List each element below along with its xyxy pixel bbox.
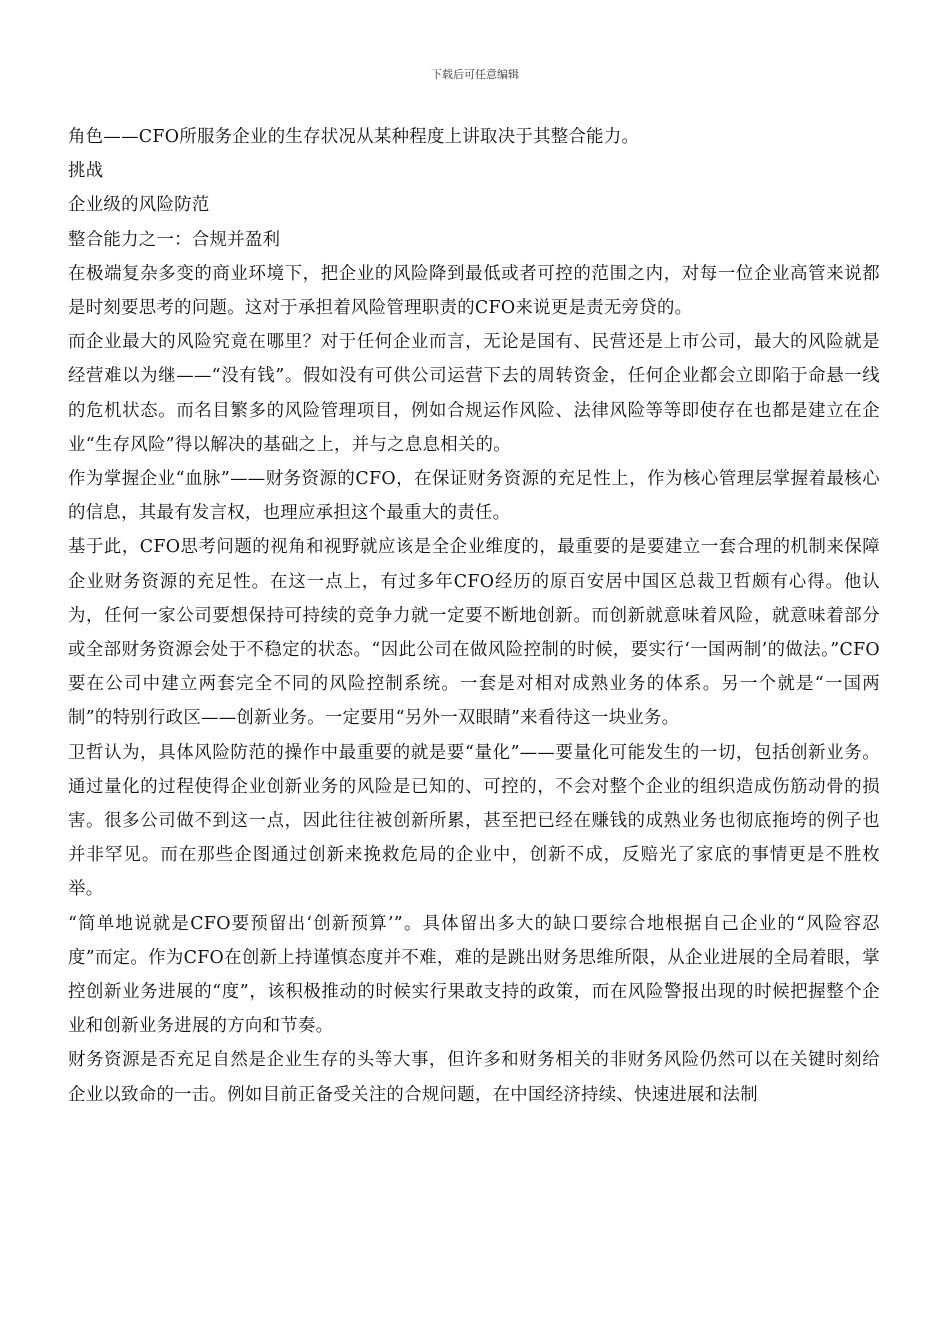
- paragraph-intro: 角色——CFO所服务企业的生存状况从某种程度上讲取决于其整合能力。: [68, 127, 640, 147]
- document-body: [68, 120, 880, 1112]
- paragraph: 而企业最大的风险究竟在哪里？对于任何企业而言，无论是国有、民营还是上市公司，最大的风险就是经营难以为继——“没有钱”。假如没有可供公司运营下去的周转资金，任何企业都会立即陷于命悬一线的危机状态。而名目繁多的风险管理项目，例如合规运作风险、法律风险等等即使存在也都是建立在企业“生存风险”得以解决的基础之上，并与之息息相关的。: [68, 332, 880, 455]
- heading-integration-ability-one: 整合能力之一：合规并盈利: [68, 229, 281, 250]
- heading-challenge: 挑战: [68, 161, 104, 182]
- heading-risk-prevention: 企业级的风险防范: [68, 195, 210, 216]
- paragraph: 基于此，CFO思考问题的视角和视野就应该是全企业维度的，最重要的是要建立一套合理的机制来保障企业财务资源的充足性。在这一点上，有过多年CFO经历的原百安居中国区总裁卫哲颇有心得。他认为，任何一家公司要想保持可持续的竞争力就一定要不断地创新。而创新就意味着风险，就意味着部分或全部财务资源会处于不稳定的状态。“因此公司在做风险控制的时候，要实行‘一国两制’的做法。”CFO要在公司中建立两套完全不同的风险控制系统。一套是对相对成熟业务的体系。另一个就是“一国两制”的特别行政区——创新业务。一定要用“另外一双眼睛”来看待这一块业务。: [68, 537, 880, 729]
- paragraph: 在极端复杂多变的商业环境下，把企业的风险降到最低或者可控的范围之内，对每一位企业高管来说都是时刻要思考的问题。这对于承担着风险管理职责的CFO来说更是责无旁贷的。: [68, 263, 880, 319]
- paragraph: 财务资源是否充足自然是企业生存的头等大事，但许多和财务相关的非财务风险仍然可以在关键时刻给企业以致命的一击。例如目前正备受关注的合规问题，在中国经济持续、快速进展和法制: [68, 1050, 880, 1105]
- page-header-note: 下载后可任意编辑: [431, 68, 519, 81]
- paragraph: “简单地说就是CFO要预留出‘创新预算’”。具体留出多大的缺口要综合地根据自己企业的“风险容忍度”而定。作为CFO在创新上持谨慎态度并不难，难的是跳出财务思维所限，从企业进展的全局着眼，掌控创新业务进展的“度”，该积极推动的时候实行果敢支持的政策，而在风险警报出现的时候把握整个企业和创新业务进展的方向和节奏。: [68, 913, 880, 1037]
- paragraph: 卫哲认为，具体风险防范的操作中最重要的就是要“量化”——要量化可能发生的一切，包括创新业务。通过量化的过程使得企业创新业务的风险是已知的、可控的，不会对整个企业的组织造成伤筋动骨的损害。很多公司做不到这一点，因此往往被创新所累，甚至把已经在赚钱的成熟业务也彻底拖垮的例子也并非罕见。而在那些企图通过创新来挽救危局的企业中，创新不成，反赔光了家底的事情更是不胜枚举。: [68, 742, 880, 900]
- paragraph: 作为掌握企业“血脉”——财务资源的CFO，在保证财务资源的充足性上，作为核心管理层掌握着最核心的信息，其最有发言权，也理应承担这个最重大的责任。: [68, 469, 880, 524]
